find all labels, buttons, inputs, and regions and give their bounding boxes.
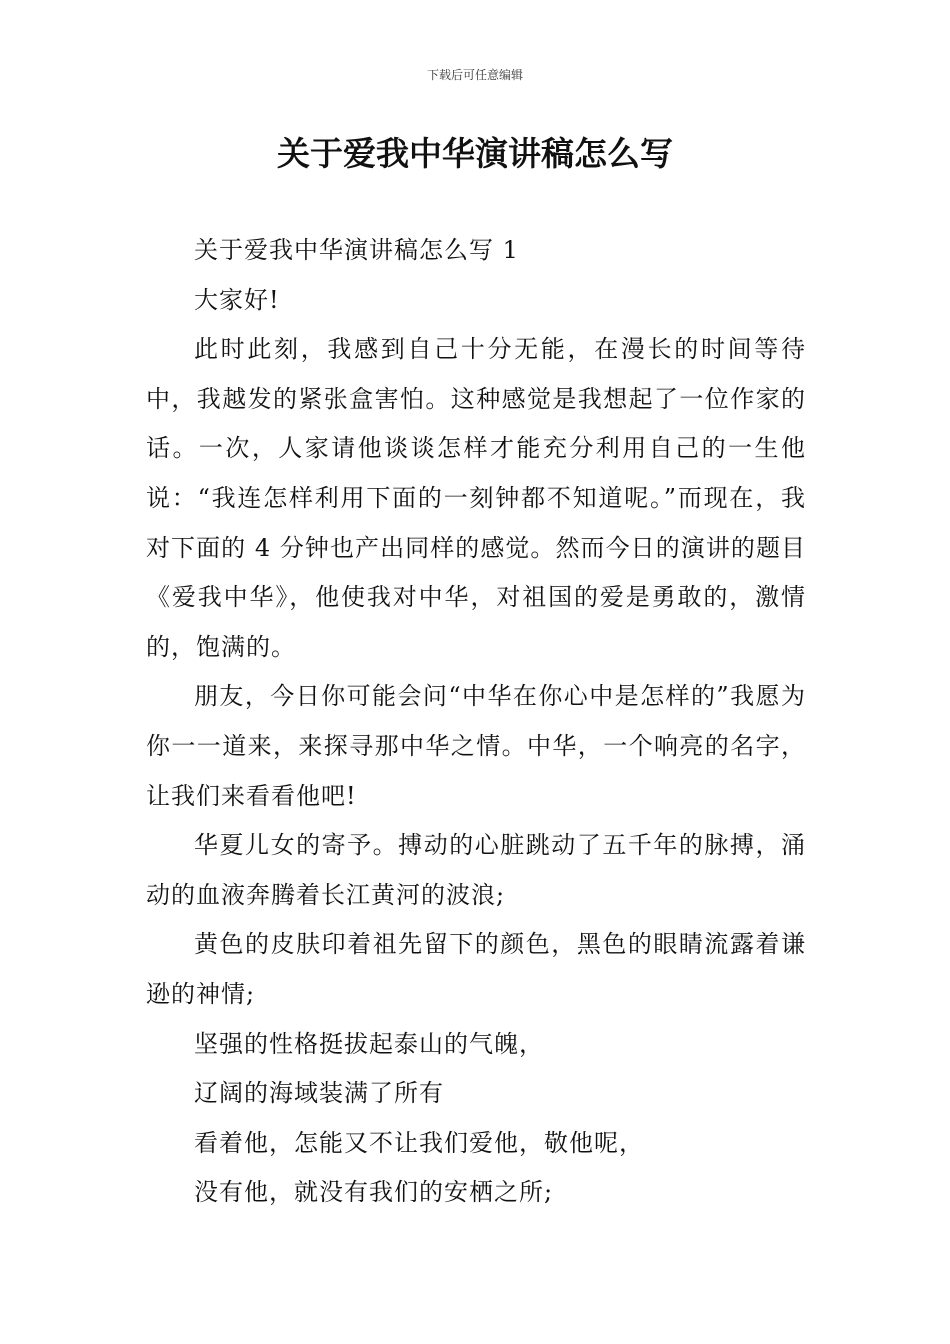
document-body (146, 226, 806, 1218)
paragraph-subtitle: 关于爱我中华演讲稿怎么写 1 (194, 236, 519, 264)
paragraph: 此时此刻，我感到自己十分无能，在漫长的时间等待中，我越发的紧张盒害怕。这种感觉是我想起了一位作家的话。一次，人家请他谈谈怎样才能充分利用自己的一生他说：“我连怎样利用下面的一刻钟都不知道呢。”而现在，我对下面的 4 分钟也产出同样的感觉。然而今日的演讲的题目《爱我中华》，他使我对中华，对祖国的爱是勇敢的，激情的，饱满的。 (146, 335, 806, 661)
header-note: 下载后可任意编辑 (426, 68, 523, 82)
paragraph: 黄色的皮肤印着祖先留下的颜色，黑色的眼睛流露着谦逊的神情; (146, 930, 806, 1008)
paragraph: 朋友，今日你可能会问“中华在你心中是怎样的”我愿为你一一道来，来探寻那中华之情。中华，一个响亮的名字，让我们来看看他吧! (146, 682, 806, 810)
paragraph: 看着他，怎能又不让我们爱他，敬他呢， (194, 1128, 644, 1157)
paragraph: 坚强的性格挺拔起泰山的气魄， (194, 1029, 544, 1058)
document-title: 关于爱我中华演讲稿怎么写 (277, 134, 673, 173)
paragraph: 华夏儿女的寄予。搏动的心脏跳动了五千年的脉搏，涌动的血液奔腾着长江黄河的波浪; (146, 831, 806, 909)
paragraph: 辽阔的海域装满了所有 (194, 1079, 444, 1108)
paragraph: 没有他，就没有我们的安栖之所; (194, 1178, 554, 1207)
paragraph-greeting: 大家好! (194, 285, 280, 314)
